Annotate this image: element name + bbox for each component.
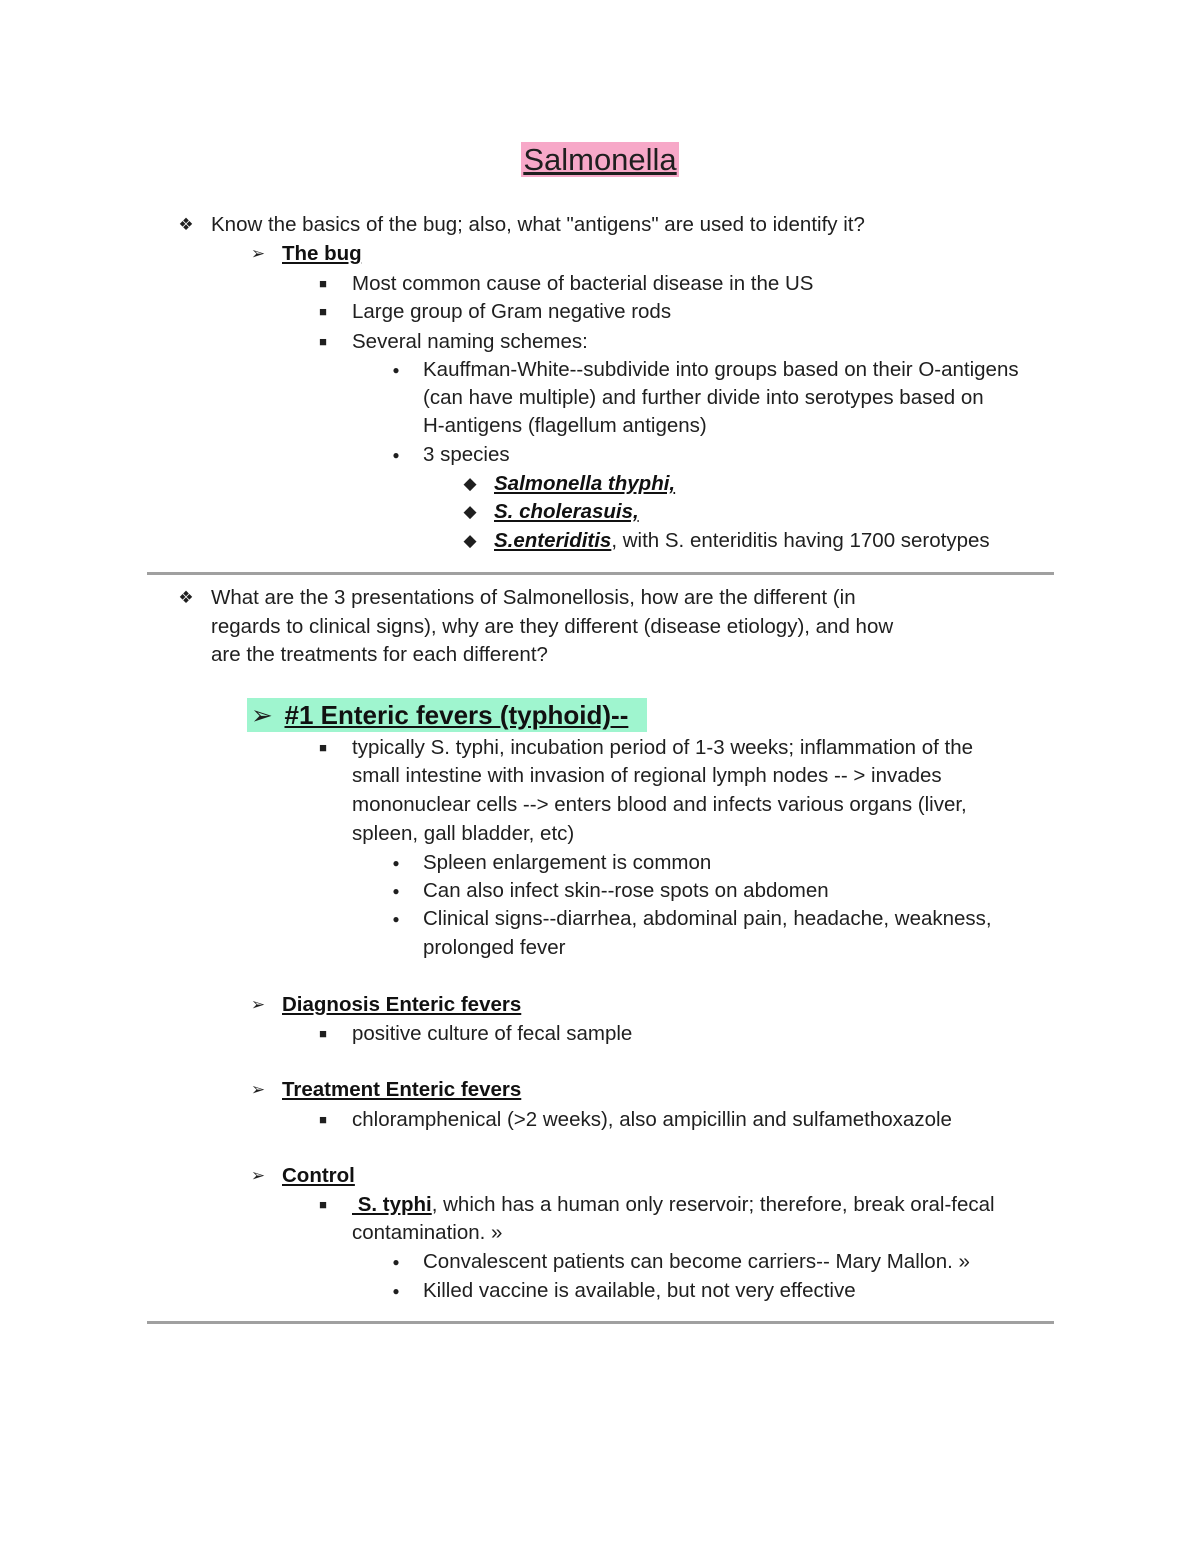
page-title: Salmonella <box>523 142 677 177</box>
treatment-item: chloramphenical (>2 weeks), also ampicillin and sulfamethoxazole <box>352 1108 952 1131</box>
enteric-heading-highlight <box>247 698 647 732</box>
dot-bullet-icon: ● <box>392 1284 400 1298</box>
bug-item: Most common cause of bacterial disease in the US <box>352 272 814 295</box>
kauffman-line: H-antigens (flagellum antigens) <box>423 414 707 437</box>
enteric-desc: spleen, gall bladder, etc) <box>352 822 575 845</box>
diamond-icon: ◆ <box>463 531 477 550</box>
enteric-point: Spleen enlargement is common <box>423 851 712 874</box>
enteric-point: Clinical signs--diarrhea, abdominal pain, headache, weakness, <box>423 907 992 930</box>
arrow-bullet-icon: ➢ <box>250 1080 266 1099</box>
dot-bullet-icon: ● <box>392 856 400 870</box>
arrow-bullet-icon: ➢ <box>251 700 273 730</box>
bug-heading: The bug <box>282 242 362 265</box>
dot-bullet-icon: ● <box>392 912 400 926</box>
enteric-heading: #1 Enteric fevers (typhoid)-- <box>284 700 629 730</box>
species-item: Salmonella thyphi, <box>494 472 676 495</box>
arrow-bullet-icon: ➢ <box>250 244 266 263</box>
question-2-line: regards to clinical signs), why are they different (disease etiology), and how <box>211 615 894 638</box>
divider <box>147 1321 1054 1324</box>
diagnosis-item: positive culture of fecal sample <box>352 1022 633 1045</box>
control-point: Convalescent patients can become carriers-- Mary Mallon. » <box>423 1250 970 1273</box>
enteric-desc: typically S. typhi, incubation period of 1-3 weeks; inflammation of the <box>352 736 974 759</box>
square-bullet-icon: ■ <box>319 334 327 349</box>
species-note: , with S. enteriditis having 1700 serotypes <box>611 529 990 552</box>
control-point: Killed vaccine is available, but not very effective <box>423 1279 856 1302</box>
dot-bullet-icon: ● <box>392 448 400 462</box>
diamond-icon: ◆ <box>463 502 477 521</box>
divider <box>147 572 1054 575</box>
control-heading: Control <box>282 1164 355 1187</box>
dot-bullet-icon: ● <box>392 363 400 377</box>
control-organism: S. typhi <box>352 1193 432 1216</box>
treatment-heading: Treatment Enteric fevers <box>282 1078 522 1101</box>
species-item: S. cholerasuis, <box>494 500 639 523</box>
diagnosis-heading: Diagnosis Enteric fevers <box>282 993 522 1016</box>
arrow-bullet-icon: ➢ <box>250 995 266 1014</box>
question-2-line: are the treatments for each different? <box>211 643 548 666</box>
arrow-bullet-icon: ➢ <box>250 1166 266 1185</box>
kauffman-line: (can have multiple) and further divide into serotypes based on <box>423 386 984 409</box>
bug-item: Several naming schemes: <box>352 330 588 353</box>
square-bullet-icon: ■ <box>319 1197 327 1212</box>
square-bullet-icon: ■ <box>319 1026 327 1041</box>
control-item-line-2: contamination. » <box>352 1221 503 1244</box>
control-note: , which has a human only reservoir; therefore, break oral-fecal <box>431 1193 995 1216</box>
enteric-point: Can also infect skin--rose spots on abdomen <box>423 879 829 902</box>
diamond-icon: ◆ <box>463 474 477 493</box>
diamond-bullet-icon: ❖ <box>178 215 194 234</box>
square-bullet-icon: ■ <box>319 1112 327 1127</box>
species-label: 3 species <box>423 443 510 466</box>
dot-bullet-icon: ● <box>392 1255 400 1269</box>
enteric-desc: mononuclear cells --> enters blood and infects various organs (liver, <box>352 793 967 816</box>
square-bullet-icon: ■ <box>319 276 327 291</box>
square-bullet-icon: ■ <box>319 740 327 755</box>
diamond-bullet-icon: ❖ <box>178 588 194 607</box>
species-name: S.enteriditis <box>494 529 612 552</box>
bug-item: Large group of Gram negative rods <box>352 300 672 323</box>
dot-bullet-icon: ● <box>392 884 400 898</box>
species-item-with-note <box>494 527 990 555</box>
enteric-desc: small intestine with invasion of regional lymph nodes -- > invades <box>352 764 942 787</box>
control-item <box>352 1191 995 1219</box>
question-2-line: What are the 3 presentations of Salmonellosis, how are the different (in <box>211 586 856 609</box>
kauffman-line: Kauffman-White--subdivide into groups based on their O-antigens <box>423 358 1019 381</box>
square-bullet-icon: ■ <box>319 304 327 319</box>
question-1: Know the basics of the bug; also, what "antigens" are used to identify it? <box>211 213 865 236</box>
enteric-point: prolonged fever <box>423 936 566 959</box>
